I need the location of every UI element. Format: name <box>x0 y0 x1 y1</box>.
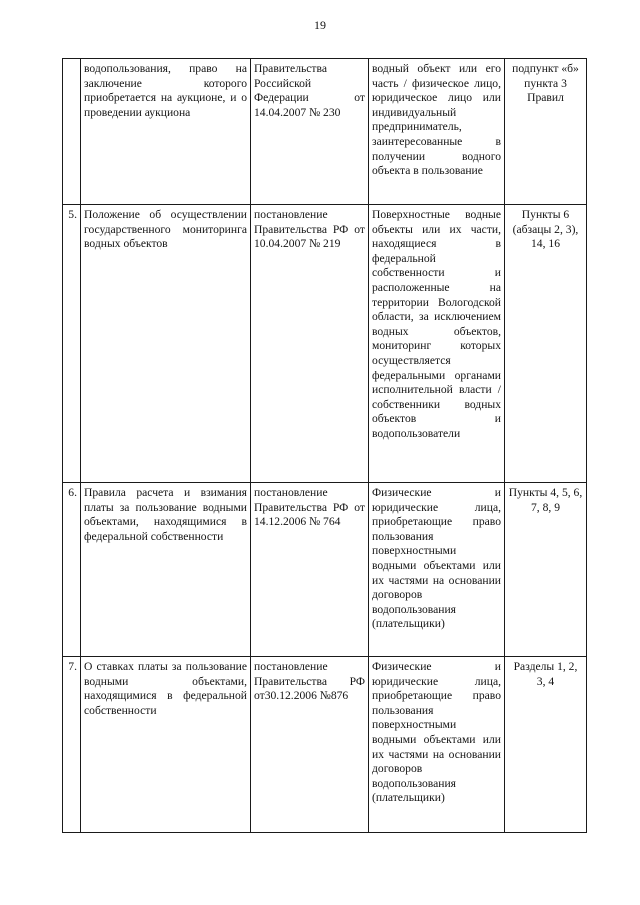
act-details: постановление Правительства РФ от30.12.2006 №876 <box>251 657 369 833</box>
row-number: 6. <box>63 483 81 657</box>
row-number: 5. <box>63 205 81 483</box>
structural-units: Разделы 1, 2, 3, 4 <box>505 657 587 833</box>
structural-units: подпункт «б» пункта 3 Правил <box>505 59 587 205</box>
requirements-table <box>62 58 587 833</box>
act-name: О ставках платы за пользование водными объектами, находящимися в федеральной собственности <box>81 657 251 833</box>
page-number: 19 <box>314 18 326 32</box>
regulated-subjects: Поверхностные водные объекты или их части, находящиеся в федеральной собственности и расположенные на территории Вологодской области, за исключением водных объектов, мониторинг которых осуществляется федеральными органами исполнительной власти / собственники водных объектов и водопользователи <box>369 205 505 483</box>
row-number <box>63 59 81 205</box>
act-details: постановление Правительства РФ от 14.12.2006 № 764 <box>251 483 369 657</box>
act-name: Правила расчета и взимания платы за пользование водными объектами, находящимися в федеральной собственности <box>81 483 251 657</box>
act-details: Правительства Российской Федерации от 14.04.2007 № 230 <box>251 59 369 205</box>
row-number: 7. <box>63 657 81 833</box>
table-row <box>63 657 587 833</box>
act-name: Положение об осуществлении государственного мониторинга водных объектов <box>81 205 251 483</box>
regulated-subjects: Физические и юридические лица, приобретающие право пользования поверхностными водными объектами или их частями на основании договоров водопользования (плательщики) <box>369 657 505 833</box>
regulated-subjects: водный объект или его часть / физическое лицо, юридическое лицо или индивидуальный предприниматель, заинтересованные в получении водного объекта в пользование <box>369 59 505 205</box>
table-row <box>63 59 587 205</box>
table-row <box>63 205 587 483</box>
structural-units: Пункты 6 (абзацы 2, 3), 14, 16 <box>505 205 587 483</box>
act-name: водопользования, право на заключение которого приобретается на аукционе, и о проведении аукциона <box>81 59 251 205</box>
act-details: постановление Правительства РФ от 10.04.2007 № 219 <box>251 205 369 483</box>
table-row <box>63 483 587 657</box>
structural-units: Пункты 4, 5, 6, 7, 8, 9 <box>505 483 587 657</box>
regulated-subjects: Физические и юридические лица, приобретающие право пользования поверхностными водными объектами или их частями на основании договоров водопользования (плательщики) <box>369 483 505 657</box>
